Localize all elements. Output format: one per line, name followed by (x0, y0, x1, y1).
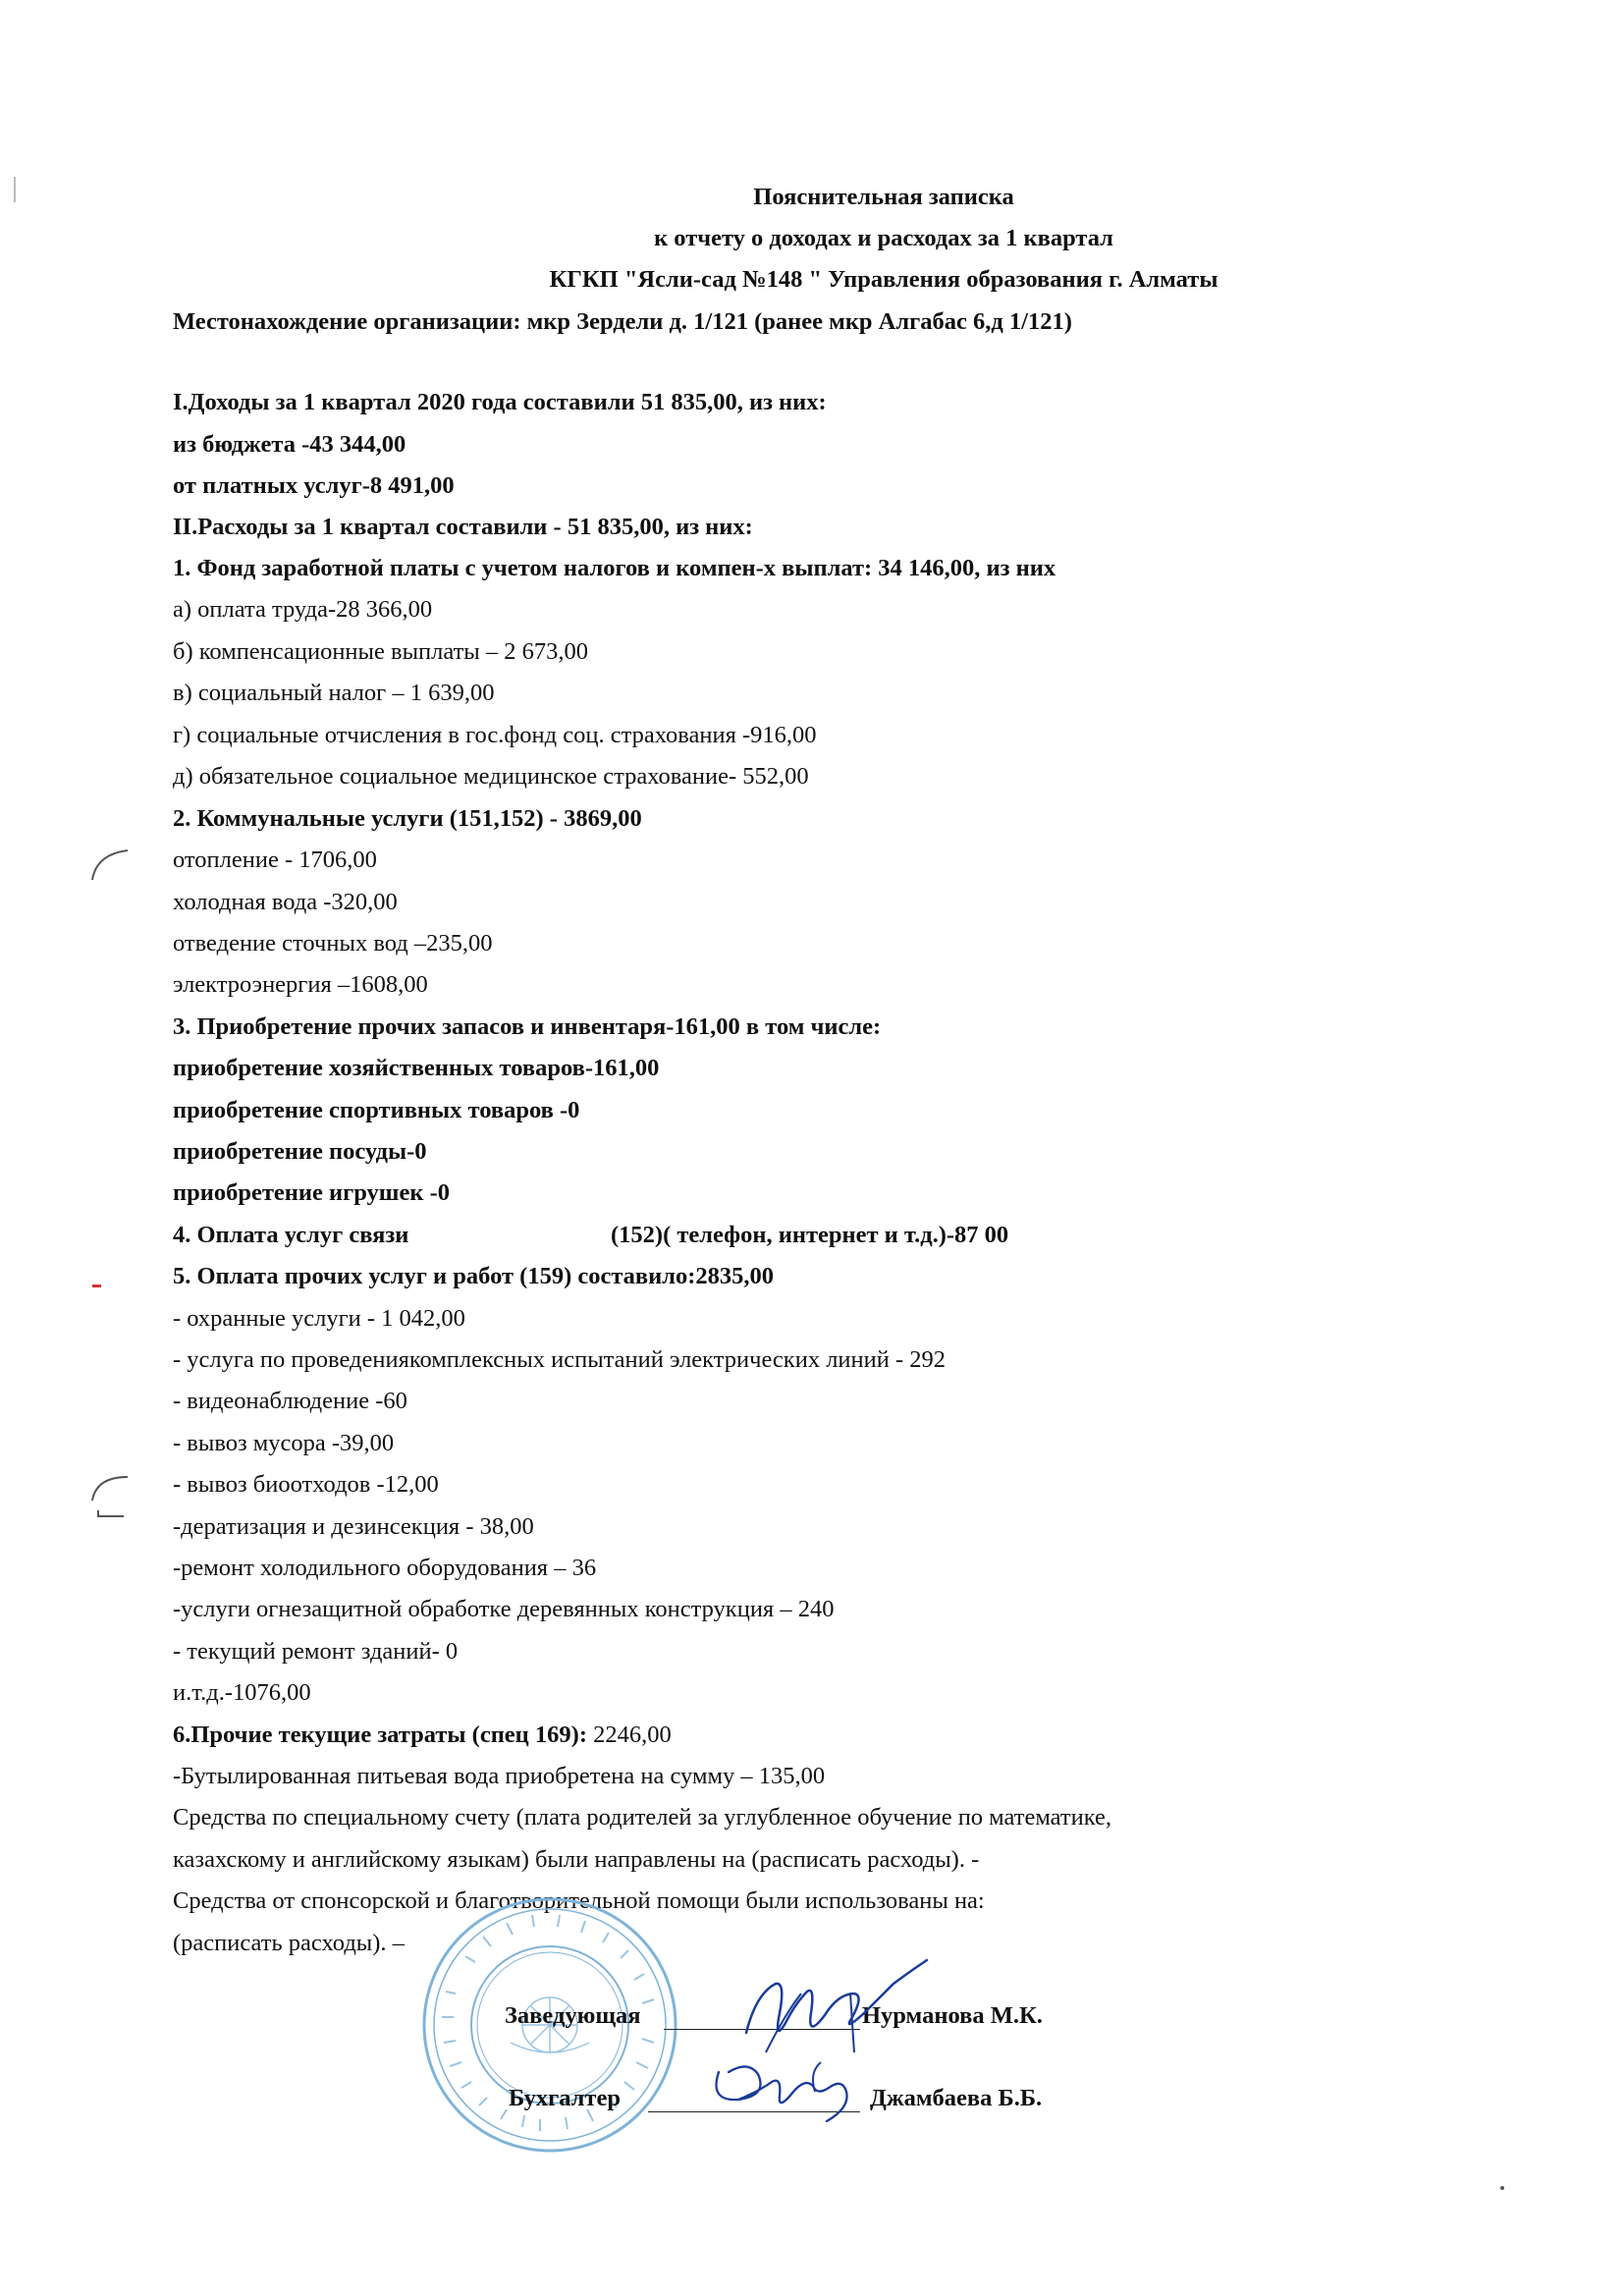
section-4-detail: (152)( телефон, интернет и т.д.)-87 00 (611, 1222, 1009, 1248)
section-6-title-value: 2246,00 (587, 1722, 672, 1748)
special-account-line-2: казахскому и английскому языкам) были направлены на (расписать расходы). - (173, 1846, 980, 1873)
expenses-title: II.Расходы за 1 квартал составили - 51 835,00, из них: (173, 514, 753, 540)
accountant-role-label: Бухгалтер (509, 2085, 621, 2111)
location-line: Местонахождение организации: мкр Зердели д. 1/121 (ранее мкр Алгабас 6,д 1/121) (173, 308, 1072, 335)
title-line-3: КГКП "Ясли-сад №148 " Управления образования г. Алматы (549, 266, 1218, 293)
head-name-label: Нурманова М.К. (862, 2002, 1043, 2029)
head-role-label: Заведующая (505, 2002, 641, 2029)
income-title: I.Доходы за 1 квартал 2020 года составили 51 835,00, из них: (173, 389, 827, 415)
section-2-sewage: отведение сточных вод –235,00 (173, 930, 493, 957)
section-5-item: - текущий ремонт зданий- 0 (173, 1638, 459, 1665)
section-2-title: 2. Коммунальные услуги (151,152) - 3869,00 (173, 805, 642, 832)
title-line-2: к отчету о доходах и расходах за 1 квартал (654, 225, 1113, 251)
special-account-line-1: Средства по специальному счету (плата родителей за углубленное обучение по математике, (173, 1804, 1112, 1831)
head-signature (717, 1954, 943, 2062)
section-1-item-b: б) компенсационные выплаты – 2 673,00 (173, 638, 589, 665)
section-3-dishes: приобретение посуды-0 (173, 1138, 427, 1165)
hole-punch-mark-bottom (88, 1471, 137, 1520)
section-5-item: - вывоз биоотходов -12,00 (173, 1471, 439, 1498)
section-5-title: 5. Оплата прочих услуг и работ (159) составило:2835,00 (173, 1263, 775, 1289)
section-5-item: -ремонт холодильного оборудования – 36 (173, 1555, 597, 1581)
accountant-name-label: Джамбаева Б.Б. (870, 2085, 1043, 2111)
section-2-cold-water: холодная вода -320,00 (173, 889, 398, 915)
section-1-item-e: д) обязательное социальное медицинское страхование- 552,00 (173, 763, 809, 790)
section-3-sport: приобретение спортивных товаров -0 (173, 1097, 580, 1123)
section-1-item-a: а) оплата труда-28 366,00 (173, 596, 433, 623)
section-5-item: -услуги огнезащитной обработке деревянных конструкция – 240 (173, 1596, 835, 1622)
section-5-item: - охранные услуги - 1 042,00 (173, 1305, 465, 1332)
section-6-water: -Бутылированная питьевая вода приобретена на сумму – 135,00 (173, 1763, 826, 1789)
section-5-item: - вывоз мусора -39,00 (173, 1430, 395, 1456)
section-5-etc: и.т.д.-1076,00 (173, 1679, 311, 1706)
section-4-title: 4. Оплата услуг связи (173, 1222, 409, 1248)
section-1-item-c: в) социальный налог – 1 639,00 (173, 680, 495, 706)
section-2-electricity: электроэнергия –1608,00 (173, 971, 428, 998)
section-6-title (173, 1721, 672, 1750)
section-5-item: -дератизация и дезинсекция - 38,00 (173, 1513, 534, 1540)
red-dot-mark (92, 1285, 101, 1287)
section-3-toys: приобретение игрушек -0 (173, 1179, 451, 1206)
scan-speck (1500, 2186, 1504, 2190)
section-3-household: приобретение хозяйственных товаров-161,00 (173, 1055, 660, 1081)
section-3-title: 3. Приобретение прочих запасов и инвентаря-161,00 в том числе: (173, 1013, 882, 1040)
section-2-heating: отопление - 1706,00 (173, 847, 377, 873)
income-paid-services: от платных услуг-8 491,00 (173, 472, 455, 499)
sponsor-line-2: (расписать расходы). – (173, 1930, 405, 1956)
income-budget: из бюджета -43 344,00 (173, 431, 406, 458)
section-5-item: - видеонаблюдение -60 (173, 1388, 407, 1414)
section-1-item-d: г) социальные отчисления в гос.фонд соц. страхования -916,00 (173, 722, 817, 748)
accountant-signature (699, 2052, 886, 2131)
title-line-1: Пояснительная записка (753, 184, 1014, 210)
sponsor-line-1: Средства от спонсорской и благотворительной помощи были использованы на: (173, 1887, 985, 1914)
section-5-item: - услуга по проведениякомплексных испытаний электрических линий - 292 (173, 1346, 947, 1373)
section-1-title: 1. Фонд заработной платы с учетом налогов и компен-х выплат: 34 146,00, из них (173, 555, 1056, 581)
hole-punch-mark-top (88, 845, 137, 884)
section-6-title-label: 6.Прочие текущие затраты (спец 169): (173, 1722, 587, 1748)
